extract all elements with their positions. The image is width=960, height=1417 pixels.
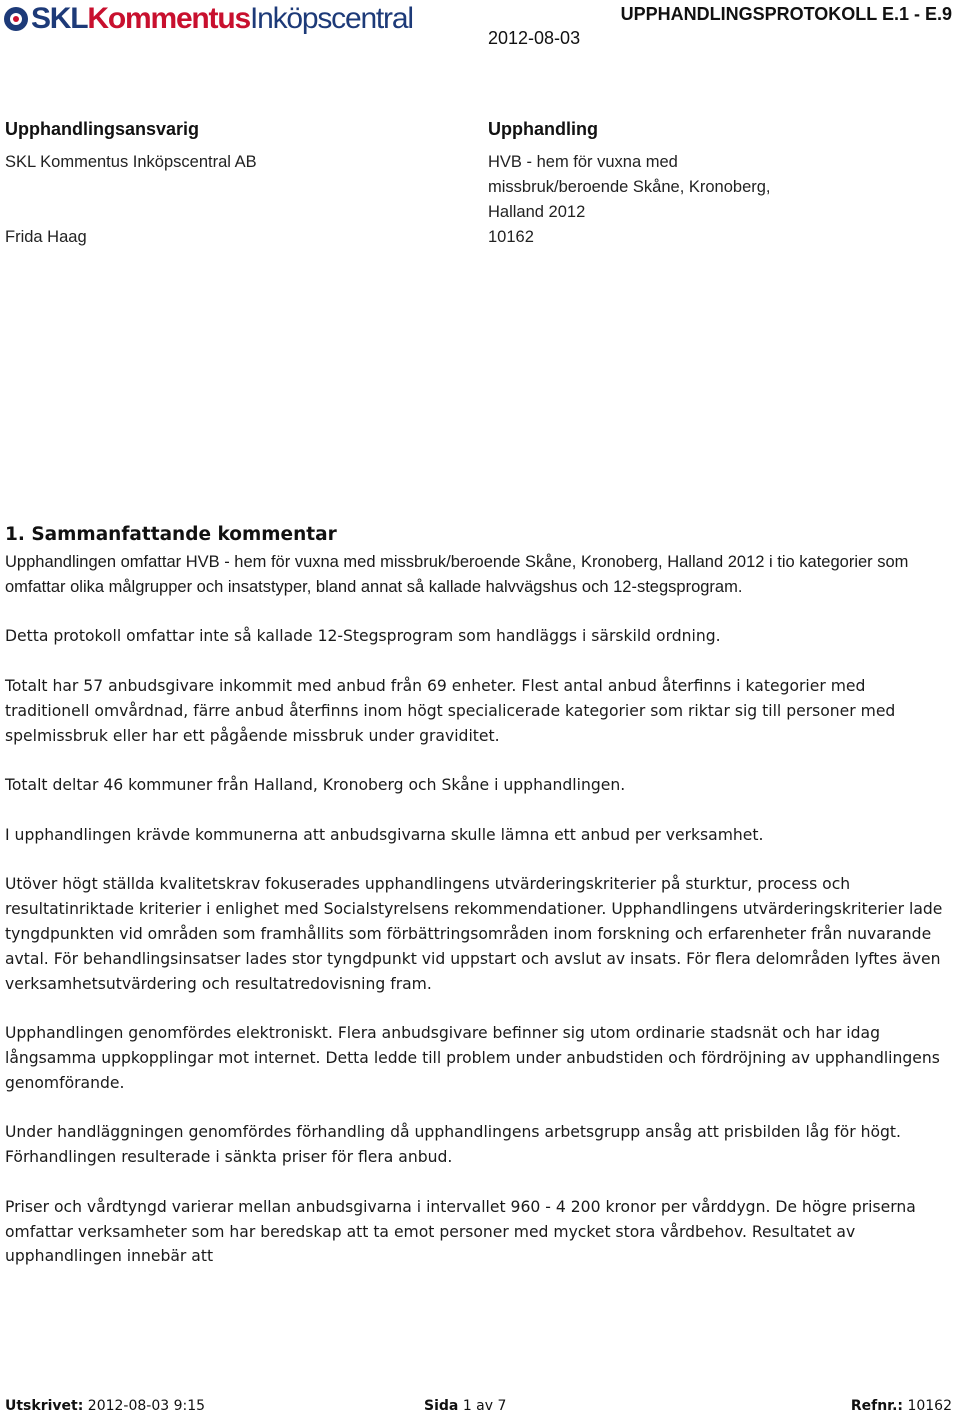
footer-page-label: Sida (424, 1398, 459, 1414)
page-footer (0, 1398, 960, 1417)
footer-printed-label: Utskrivet: (5, 1398, 84, 1414)
procurement-line: Halland 2012 (488, 203, 586, 221)
paragraph: I upphandlingen krävde kommunerna att anbudsgivarna skulle lämna ett anbud per verksamhet. (5, 825, 764, 844)
footer-page (424, 1398, 506, 1414)
paragraph: Totalt deltar 46 kommuner från Halland, Kronoberg och Skåne i upphandlingen. (5, 776, 626, 795)
footer-page-value: 1 av 7 (462, 1398, 507, 1414)
procurement-name (488, 150, 818, 225)
organization-name: SKL Kommentus Inköpscentral AB (5, 153, 257, 171)
procurement-line: missbruk/beroende Skåne, Kronoberg, (488, 178, 771, 196)
document-date: 2012-08-03 (488, 28, 581, 48)
paragraph: Totalt har 57 anbudsgivare inkommit med anbud från 69 enheter. Flest antal anbud återfinns i kategorier med traditionell omvårdnad, färre anbud återfinns inom högt specialicerade kategorier som riktar sig till personer med spelmissbruk eller har ett pågående missbruk under graviditet. (5, 676, 896, 745)
paragraph: Under handläggningen genomfördes förhandling då upphandlingens arbetsgrupp ansåg att prisbilden låg för högt. Förhandlingen resulterade i sänkta priser för flera anbud. (5, 1123, 902, 1167)
paragraph: Upphandlingen omfattar HVB - hem för vuxna med missbruk/beroende Skåne, Kronoberg, Halland 2012 i tio kategorier som omfattar olika målgrupper och insatstyper, bland annat så kallade halvvägshus och 12-stegsprogram. (5, 553, 909, 596)
footer-printed (5, 1398, 205, 1414)
procurement-heading: Upphandling (488, 119, 598, 139)
reference-number: 10162 (488, 228, 534, 246)
paragraph: Priser och vårdtyngd varierar mellan anbudsgivarna i intervallet 960 - 4 200 kronor per vårddygn. De högre priserna omfattar verksamheter som har beredskap att ta emot personer med mycket stora vårdbehov. Resultatet av upphandlingen innebär att (5, 1197, 916, 1266)
footer-reference (851, 1398, 952, 1414)
paragraph: Upphandlingen genomfördes elektroniskt. Flera anbudsgivare befinner sig utom ordinarie stadsnät och har idag långsamma uppkopplingar mot internet. Detta ledde till problem under anbudstiden och fördröjning av upphandlingens genomförande. (5, 1024, 940, 1092)
logo (3, 0, 413, 38)
contact-person: Frida Haag (5, 228, 87, 246)
logo-text-inkopscentral: Inköpscentral (249, 2, 413, 35)
section-title: 1. Sammanfattande kommentar (5, 524, 337, 545)
paragraph: Utöver högt ställda kvalitetskrav fokuserades upphandlingens utvärderingskriterier på sturktur, process och resultatinriktade kriterier i enlighet med Socialstyrelsens rekommendationer. Upphandlingens utvärderingskriterier lade tyngdpunkten vid områden som framhållits som förbättringsområden inom forskning och erfarenheter från nuvarande avtal. För behandlingsinsatser lades stor tyngdpunkt vid uppstart och avslut av insats. För flera delområden lyftes även verksamhetsutvärdering och resultatredovisning fram. (5, 875, 943, 993)
procurement-line: HVB - hem för vuxna med (488, 153, 678, 171)
logo-emblem-icon (3, 6, 29, 32)
paragraph: Detta protokoll omfattar inte så kallade 12-Stegsprogram som handläggs i särskild ordning. (5, 627, 721, 646)
footer-ref-label: Refnr.: (850, 1398, 903, 1414)
logo-text-kommentus: Kommentus (87, 2, 250, 35)
document-title: UPPHANDLINGSPROTOKOLL E.1 - E.9 (620, 4, 952, 24)
footer-printed-value: 2012-08-03 9:15 (87, 1398, 206, 1414)
logo-text-skl: SKL (31, 2, 88, 35)
footer-ref-value: 10162 (907, 1398, 952, 1414)
section-body (5, 550, 950, 1294)
responsible-heading: Upphandlingsansvarig (5, 119, 200, 139)
